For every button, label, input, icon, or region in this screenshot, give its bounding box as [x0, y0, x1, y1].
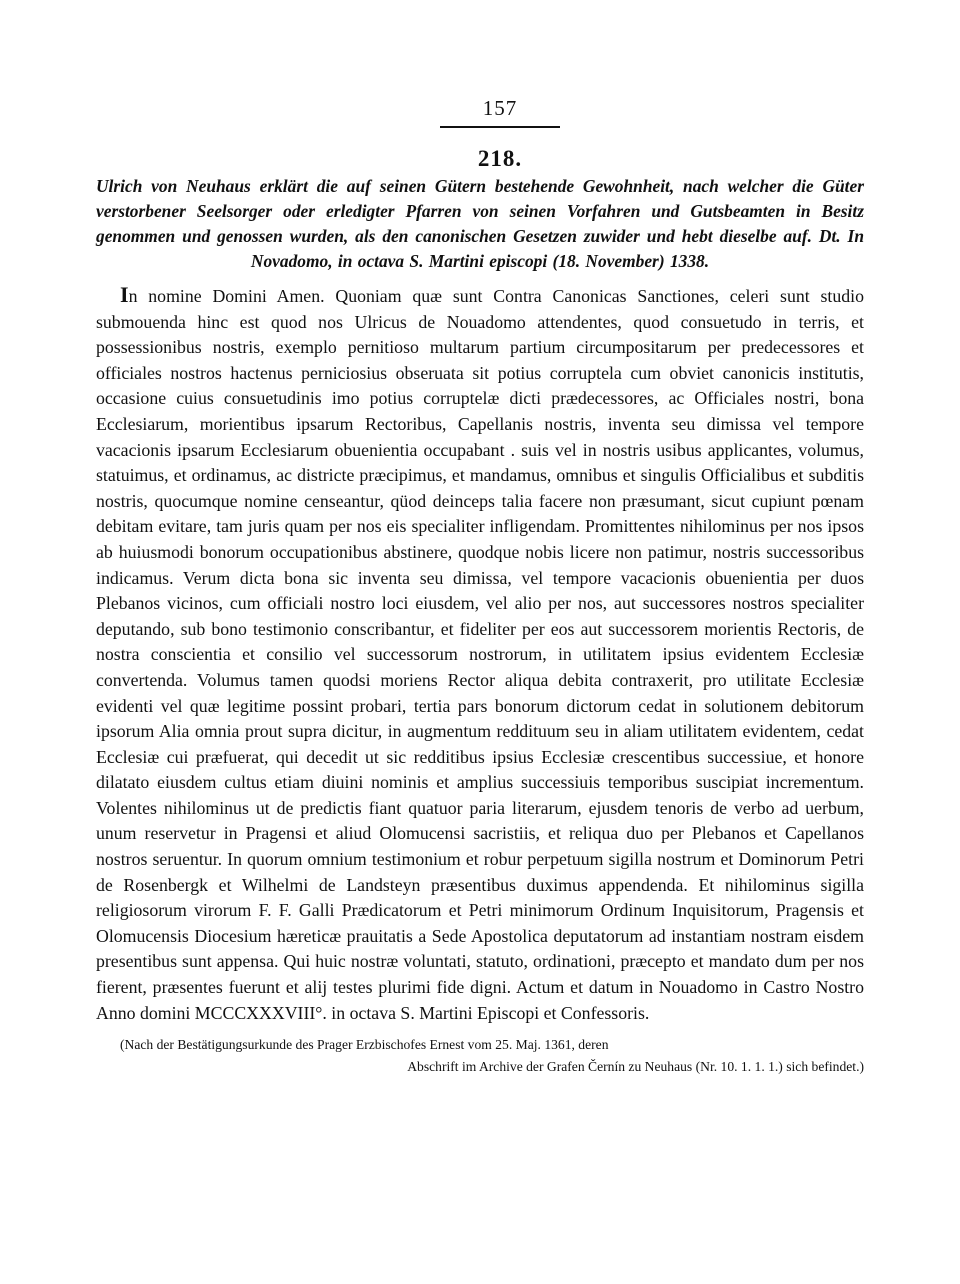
document-number: 218. [477, 146, 523, 171]
page-number: 157 [482, 96, 518, 120]
source-note-line-2: Abschrift im Archive der Grafen Černín zu Neuhaus (Nr. 10. 1. 1. 1.) sich befindet.) [407, 1059, 864, 1075]
header-rule [440, 126, 560, 128]
source-note-line-1: (Nach der Bestätigungsurkunde des Prager Erzbischofes Ernest vom 25. Maj. 1361, deren [120, 1037, 609, 1053]
document-body [96, 282, 864, 1026]
source-note [96, 1034, 864, 1078]
body-text: n nomine Domini Amen. Quoniam quæ sunt Contra Canonicas Sanctiones, celeri sunt studio submouenda hinc est quod nos Ulricus de Nouadomo attendentes, quod consuetudo in terris, et possessionibus nostris, exemplo pernitioso multarum partium circumpositarum per predecessores et officiales nostros hactenus perniciosius obseruata sit potius corruptela cum obviet canonicis institutis, occasione cuius consuetudinis imo potius corruptelæ dicti prædecessores, ac Officiales nostri, bona Ecclesiarum, morientibus ipsarum Rectoribus, Capellanis nostris, inventa seu dimissa vel tempore vacacionis ipsarum Ecclesiarum obuenientia occupabant . suis vel in nostris usibus applicantes, volumus, statuimus, et ordinamus, ac districte præcipimus, et mandamus, omnibus et singulis Officialibus et subditis nostris, quocumque nomine censeantur, qüod deinceps talia facere non præsumant, sicut cupiunt pœnam debitam evitare, tam juris quam per nos eis specialiter infligendam. Promittentes nihilominus per nos ipsos ab huiusmodi bonorum occupationibus abstinere, quodque nobis licere non patimur, nostris successoribus indicamus. Verum dicta bona sic inventa seu dimissa, vel tempore vacacionis obuenientia per duos Plebanos vicinos, cum officiali nostro loci eiusdem, vel alio per nos, aut successores nostros specialiter deputando, sub bono testimonio conscribantur, et fideliter per eos aut successorem morientis Rectoris, de nostra conscientia et consilio vel successorum nostrorum, in utilitatem ipsius evidentem Ecclesiæ convertenda. Volumus tamen quodsi moriens Rector aliqua debita contraxerit, pro utilitate Ecclesiæ evidenti vel quæ legitime possint probari, tertia pars bonorum dictorum cedat in solutionem debitorum ipsorum Alia omnia prout supra dicitur, in augmentum reddituum seu in aliam utilitatem evidentem, cedat Ecclesiæ cui præfuerat, qui decedit ut sic redditibus ipsius Ecclesiæ crescentibus successiue, et honore dilatato eiusdem cultus etiam diuini nominis et amplius successiuis temporibus suscipiat incrementum. Volentes nihilominus ut de predictis fiant quatuor paria literarum, ejusdem tenoris de verbo ad uerbum, unum reservetur in Pragensi et aliud Olomucensi sacristiis, et reliqua duo per Plebanos et Capellanos nostros seruentur. In quorum omnium testimonium et robur perpetuum sigilla nostrum et Dominorum Petri de Rosenbergk et Wilhelmi de Landsteyn præsentibus duximus appendenda. Et nihilominus sigilla religiosorum virorum F. F. Galli Prædicatorum et Petri minimorum Ordinum Inquisitorum, Pragensis et Olomucensis Diocesium hæreticæ prauitatis a Sede Apostolica deputatorum ad instantiam nostram eisdem presentibus sunt appensa. Qui huic nostræ voluntati, statuto, ordinationi, præcepto et mandato dum per nos fierent, præsentes fuerunt et alij testes plurimi fide digni. Actum et datum in Nouadomo in Castro Nostro Anno domini MCCCXXXVIII°. in octava S. Martini Episcopi et Confessoris. [96, 286, 864, 1023]
initial-letter: I [120, 282, 129, 307]
document-summary: Ulrich von Neuhaus erklärt die auf seinen Gütern bestehende Gewohnheit, nach welcher die Güter verstorbener Seelsorger oder erledigter Pfarren von seinen Vorfahren und Gutsbeamten in Besitz genommen und genossen wurden, als den canonischen Gesetzen zuwider und hebt dieselbe auf. Dt. In Novadomo, in octava S. Martini episcopi (18. November) 1338. [96, 176, 864, 271]
document-page [96, 96, 864, 1078]
